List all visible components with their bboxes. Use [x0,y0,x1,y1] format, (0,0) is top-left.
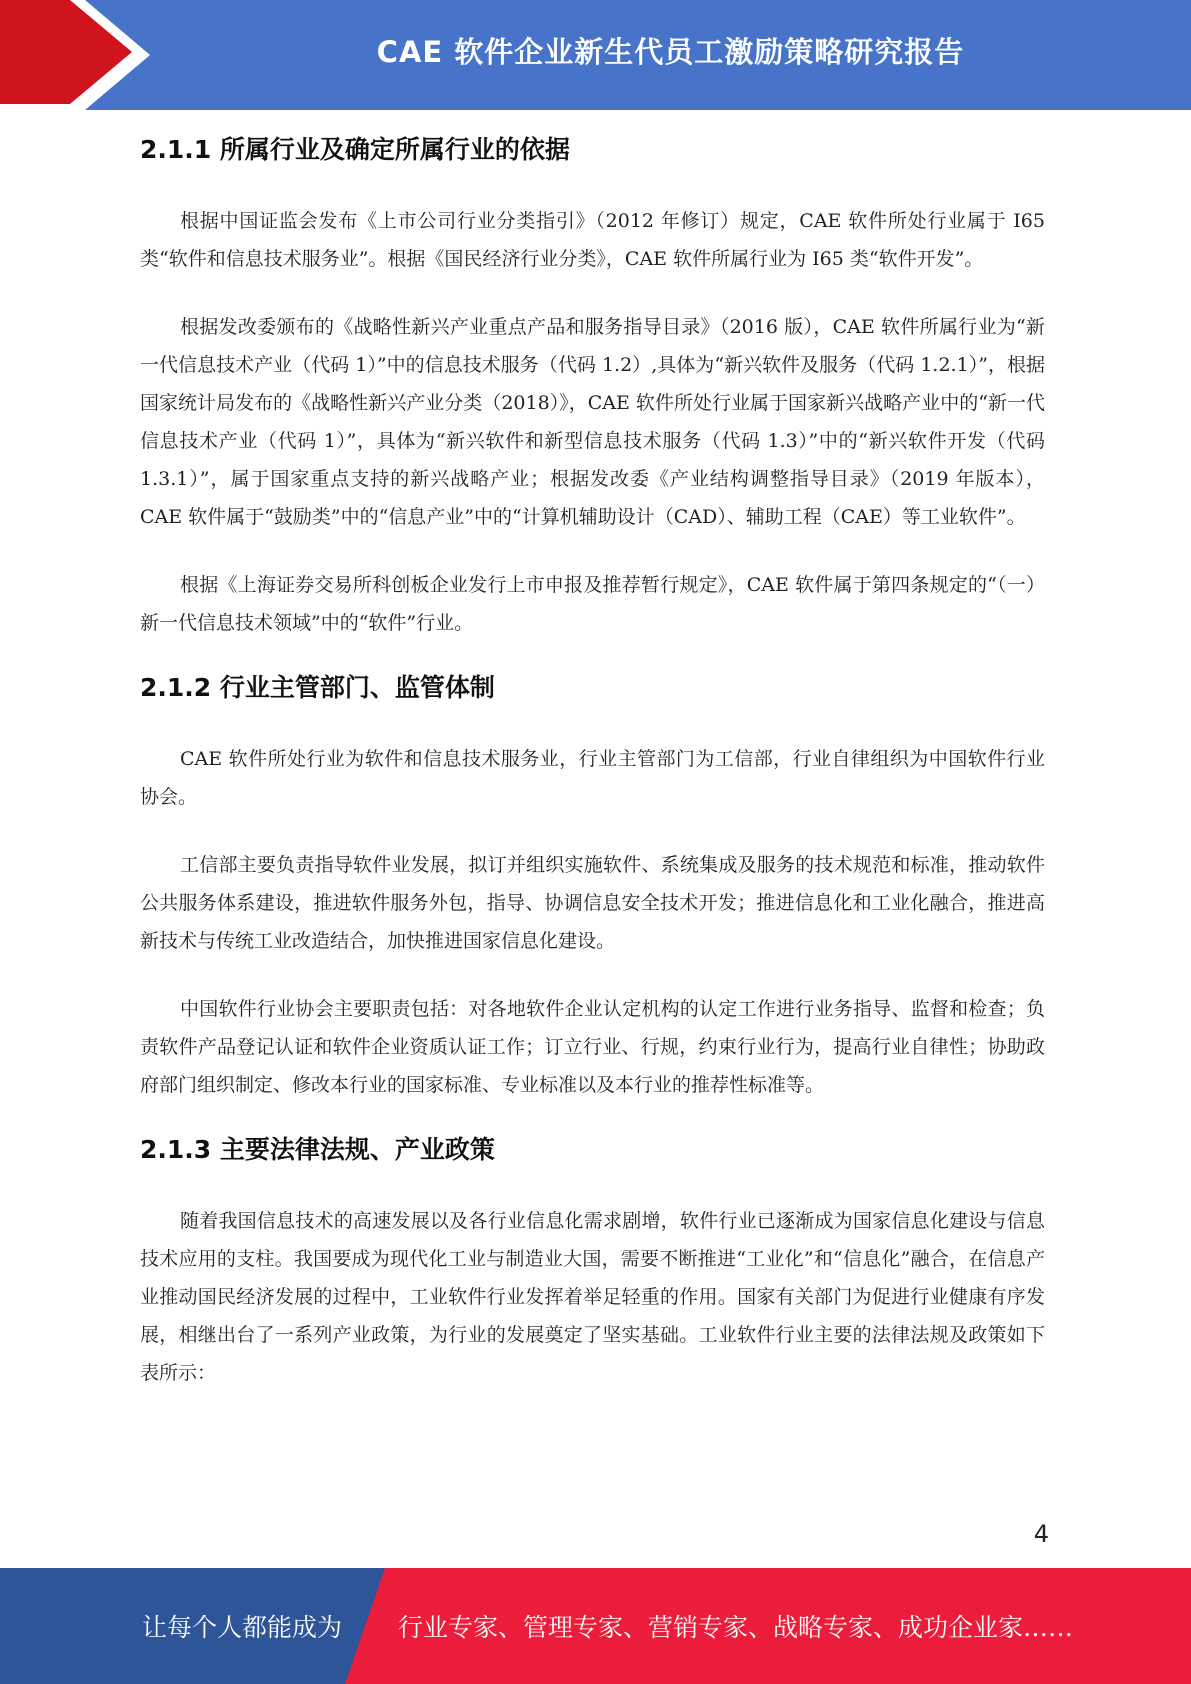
page-number: 4 [1033,1520,1049,1548]
paragraph: 中国软件行业协会主要职责包括：对各地软件企业认定机构的认定工作进行业务指导、监督和检查；负责软件产品登记认证和软件企业资质认证工作；订立行业、行规，约束行业行为，提高行业自律性；协助政府部门组织制定、修改本行业的国家标准、专业标准以及本行业的推荐性标准等。 [140,998,1045,1096]
section-heading-2-1-2: 2.1.2 行业主管部门、监管体制 [140,673,495,702]
paragraph: 工信部主要负责指导软件业发展，拟订并组织实施软件、系统集成及服务的技术规范和标准，推动软件公共服务体系建设，推进软件服务外包，指导、协调信息安全技术开发；推进信息化和工业化融合，推进高新技术与传统工业改造结合，加快推进国家信息化建设。 [140,854,1045,952]
page-header [0,0,1191,110]
paragraph: 根据中国证监会发布《上市公司行业分类指引》（2012 年修订）规定，CAE 软件所处行业属于 I65 类“软件和信息技术服务业”。根据《国民经济行业分类》，CAE 软件所属行业为 I65 类“软件开发”。 [140,210,1045,270]
section-heading-2-1-3: 2.1.3 主要法律法规、产业政策 [140,1135,495,1164]
paragraph: CAE 软件所处行业为软件和信息技术服务业，行业主管部门为工信部，行业自律组织为中国软件行业协会。 [140,748,1045,808]
page-footer [0,1568,1191,1684]
footer-slogan-right: 行业专家、管理专家、营销专家、战略专家、成功企业家…… [398,1613,1074,1642]
paragraph: 根据发改委颁布的《战略性新兴产业重点产品和服务指导目录》（2016 版），CAE 软件所属行业为“新一代信息技术产业（代码 1）”中的信息技术服务（代码 1.2）,具体为“新兴软件及服务（代码 1.2.1）”，根据国家统计局发布的《战略性新兴产业分类（2018）》，CAE 软件所处行业属于国家新兴战略产业中的“新一代信息技术产业（代码 1）”，具体为“新兴软件和新型信息技术服务（代码 1.3）”中的“新兴软件开发（代码 1.3.1）”，属于国家重点支持的新兴战略产业；根据发改委《产业结构调整指导目录》（2019 年版本），CAE 软件属于“鼓励类”中的“信息产业”中的“计算机辅助设计（CAD）、辅助工程（CAE）等工业软件”。 [140,316,1045,528]
paragraph: 随着我国信息技术的高速发展以及各行业信息化需求剧增，软件行业已逐渐成为国家信息化建设与信息技术应用的支柱。我国要成为现代化工业与制造业大国，需要不断推进“工业化”和“信息化”融合，在信息产业推动国民经济发展的过程中，工业软件行业发挥着举足轻重的作用。国家有关部门为促进行业健康有序发展，相继出台了一系列产业政策，为行业的发展奠定了坚实基础。工业软件行业主要的法律法规及政策如下表所示： [140,1210,1045,1384]
footer-slogan-left: 让每个人都能成为 [142,1613,343,1642]
report-title: CAE 软件企业新生代员工激励策略研究报告 [376,34,965,69]
red-chevron-logo-icon [0,0,150,110]
section-heading-2-1-1: 2.1.1 所属行业及确定所属行业的依据 [140,135,570,164]
document-body [140,130,1045,1392]
paragraph: 根据《上海证券交易所科创板企业发行上市申报及推荐暂行规定》，CAE 软件属于第四条规定的“（一）新一代信息技术领域”中的“软件”行业。 [140,574,1045,634]
